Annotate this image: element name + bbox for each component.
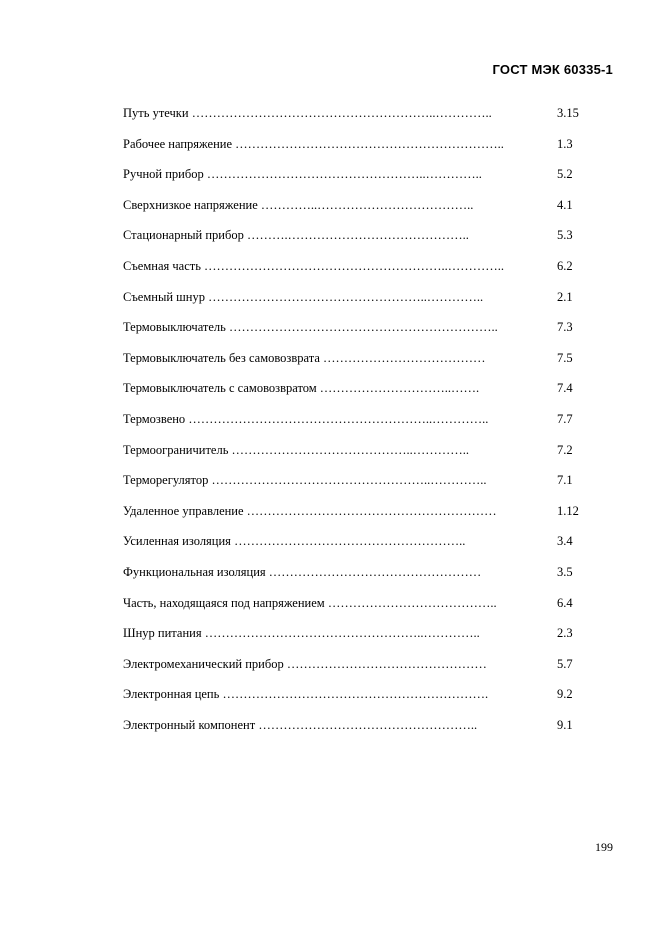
index-entry [123, 349, 593, 380]
index-section-ref: 3.4 [557, 534, 573, 549]
index-section-ref: 5.3 [557, 228, 573, 243]
index-term-line [123, 563, 481, 581]
index-term: Путь утечки [123, 106, 189, 120]
index-section-ref: 1.3 [557, 136, 573, 151]
dot-leader: ……………………………………………………….. [229, 320, 498, 335]
index-term: Термовыключатель с самовозвратом [123, 381, 317, 396]
index-term-line [123, 288, 483, 306]
dot-leader: ………………………………….. [327, 595, 497, 610]
index-section-ref: 3.15 [557, 106, 579, 120]
dot-leader: …………………………………………………..………….. [188, 411, 489, 426]
index-term: Часть, находящаяся под напряжением [123, 595, 325, 610]
index-entry [123, 288, 593, 319]
index-entry [123, 410, 593, 441]
index-section-ref: 2.3 [557, 626, 573, 641]
index-section-ref: 9.2 [557, 687, 573, 702]
index-term-line [123, 104, 492, 122]
index-entry [123, 104, 593, 135]
index-section-ref: 7.5 [557, 350, 573, 365]
index-entry [123, 716, 593, 747]
index-term: Съемная часть [123, 258, 201, 273]
index-term: Сверхнизкое напряжение [123, 197, 258, 212]
index-entry [123, 441, 593, 472]
index-term-line [123, 716, 477, 734]
index-term: Рабочее напряжение [123, 136, 233, 151]
index-entry [123, 257, 593, 288]
index-term-line [123, 685, 488, 703]
index-entry [123, 226, 593, 257]
index-term-line [123, 135, 504, 153]
dot-leader: ……………………………………………..………….. [204, 626, 480, 641]
index-entry [123, 685, 593, 716]
page-number: 199 [595, 840, 613, 854]
index-term-line [123, 379, 479, 397]
document-header-title: ГОСТ МЭК 60335-1 [492, 62, 613, 77]
index-term: Термовыключатель [123, 320, 226, 335]
index-term: Функциональная изоляция [123, 564, 266, 579]
index-term: Электромеханический прибор [123, 656, 284, 671]
index-section-ref: 2.1 [557, 289, 573, 304]
index-term-line [123, 318, 498, 336]
index-entry [123, 594, 593, 625]
index-entry [123, 318, 593, 349]
dot-leader: …………..……………………………….. [260, 197, 474, 212]
index-term-line [123, 532, 465, 550]
index-entry [123, 502, 593, 533]
index-term-line [123, 594, 497, 612]
index-section-ref: 6.4 [557, 595, 573, 610]
dot-leader: ………………………………………… [286, 656, 487, 671]
dot-leader: …………………………………………….. [258, 717, 478, 732]
index-entry [123, 624, 593, 655]
index-term-line [123, 441, 469, 459]
index-section-ref: 9.1 [557, 717, 573, 732]
index-term-line [123, 226, 469, 244]
index-section-ref: 7.7 [557, 411, 573, 426]
index-term-line [123, 471, 486, 489]
subject-index-list [123, 104, 593, 746]
index-term: Усиленная изоляция [123, 534, 231, 549]
index-entry [123, 165, 593, 196]
index-term-line [123, 502, 497, 520]
index-entry [123, 532, 593, 563]
index-term: Шнур питания [123, 626, 202, 641]
index-entry [123, 471, 593, 502]
index-section-ref: 5.7 [557, 656, 573, 671]
dot-leader: ……………………………………………..………….. [206, 167, 482, 182]
index-term: Стационарный прибор [123, 228, 244, 243]
dot-leader: ……………………………………………..………….. [208, 289, 484, 304]
index-section-ref: 7.2 [557, 442, 573, 457]
index-term: Терморегулятор [123, 473, 209, 488]
index-entry [123, 196, 593, 227]
index-term: Ручной прибор [123, 167, 204, 182]
dot-leader: …………………………………………………… [246, 503, 497, 518]
index-entry [123, 135, 593, 166]
index-term-line [123, 165, 482, 183]
index-section-ref: 6.2 [557, 258, 573, 273]
dot-leader: ……………………………………………..………….. [211, 473, 487, 488]
index-term: Электронный компонент [123, 717, 256, 732]
index-section-ref: 4.1 [557, 197, 573, 212]
dot-leader: …………………………………………………..………….. [191, 106, 492, 120]
index-term-line [123, 655, 487, 673]
index-term: Съемный шнур [123, 289, 205, 304]
index-term: Удаленное управление [123, 503, 244, 518]
index-entry [123, 655, 593, 686]
dot-leader: ……….…………………………………….. [246, 228, 469, 243]
index-section-ref: 3.5 [557, 564, 573, 579]
index-term-line [123, 257, 504, 275]
dot-leader: …………………………………………………..………….. [204, 258, 505, 273]
index-term: Термозвено [123, 411, 186, 426]
index-term: Термоограничитель [123, 442, 229, 457]
index-section-ref: 7.1 [557, 473, 573, 488]
index-section-ref: 1.12 [557, 503, 579, 518]
index-term-line [123, 624, 480, 642]
index-term: Электронная цепь [123, 687, 220, 702]
index-section-ref: 5.2 [557, 167, 573, 182]
dot-leader: ………………………………………………………. [222, 687, 489, 702]
index-term-line [123, 349, 486, 367]
dot-leader: ……………………………………..………….. [231, 442, 470, 457]
index-entry [123, 379, 593, 410]
dot-leader: …………………………………………… [268, 564, 482, 579]
dot-leader: ……………………………………………………….. [235, 136, 504, 151]
dot-leader: ………………………………… [323, 350, 486, 365]
index-entry [123, 563, 593, 594]
index-term-line [123, 410, 488, 428]
index-section-ref: 7.4 [557, 381, 573, 396]
index-term: Термовыключатель без самовозврата [123, 350, 320, 365]
index-section-ref: 7.3 [557, 320, 573, 335]
dot-leader: …………………………..……. [319, 381, 480, 396]
dot-leader: ……………………………………………….. [234, 534, 466, 549]
index-term-line [123, 196, 473, 214]
